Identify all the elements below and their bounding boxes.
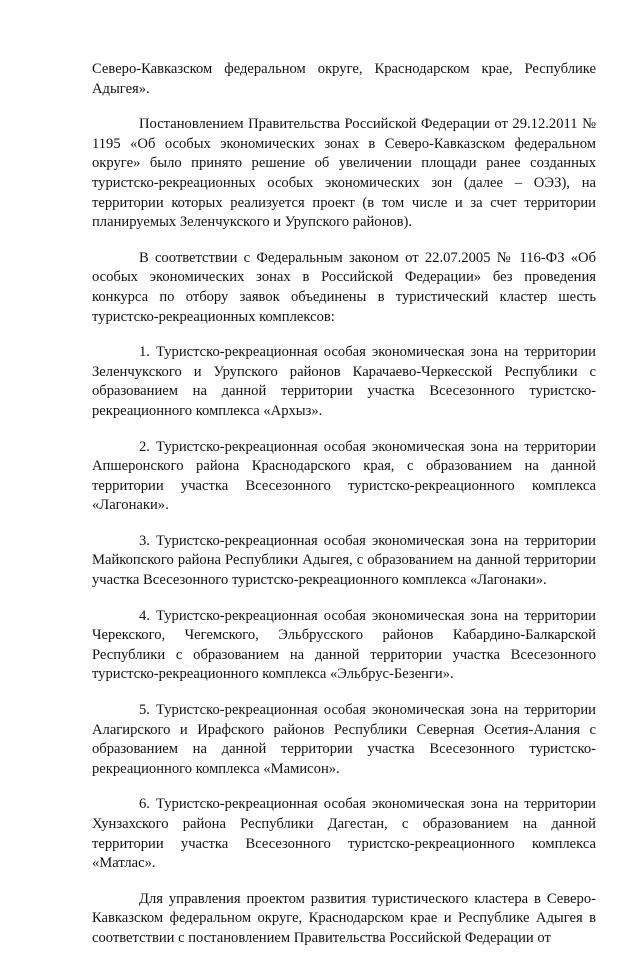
- paragraph-federal-law-116: В соответствии с Федеральным законом от 22.07.2005 № 116-ФЗ «Об особых экономических зонах в Российской Федерации» без проведения конкурса по отбору заявок объединены в туристический кластер шесть туристско-рекреационных комплексов:: [92, 249, 596, 325]
- list-item-elbrus-bezengi: 4. Туристско-рекреационная особая экономическая зона на территории Черекского, Чегемского, Эльбрусского районов Кабардино-Балкарской Республики с образованием на данной территории участка Всесезонного туристско-рекреационного комплекса «Эльбрус-Безенги».: [92, 607, 596, 683]
- list-item-lagonaki-adygea: 3. Туристско-рекреационная особая экономическая зона на территории Майкопского района Республики Адыгея, с образованием на данной территории участка Всесезонного туристско-рекреационного комплекса «Лагонаки».: [92, 532, 596, 589]
- paragraph-continuation: Северо-Кавказском федеральном округе, Краснодарском крае, Республике Адыгея».: [92, 61, 596, 97]
- list-item-lagonaki-krasnodar: 2. Туристско-рекреационная особая экономическая зона на территории Апшеронского района Краснодарского края, с образованием на данной территории участка Всесезонного туристско-рекреационного комплекса «Лагонаки».: [92, 438, 596, 514]
- paragraph-cluster-management: Для управления проектом развития туристического кластера в Северо-Кавказском федеральном округе, Краснодарском крае и Республике Адыгея в соответствии с постановлением Правительства Российской Федерации от: [92, 890, 596, 946]
- paragraph-decree-1195: Постановлением Правительства Российской Федерации от 29.12.2011 № 1195 «Об особых экономических зонах в Северо-Кавказском федеральном округе» было принято решение об увеличении площади ранее созданных туристско-рекреационных особых экономических зон (далее – ОЭЗ), на территории которых реализуется проект (в том числе и за счет территории планируемых Зеленчукского и Урупского районов).: [92, 116, 596, 231]
- list-item-mamison: 5. Туристско-рекреационная особая экономическая зона на территории Алагирского и Ирафского районов Республики Северная Осетия-Алания с образованием на данной территории участка Всесезонного туристско-рекреационного комплекса «Мамисон».: [92, 702, 596, 777]
- list-item-arkhyz: 1. Туристско-рекреационная особая экономическая зона на территории Зеленчукского и Урупского районов Карачаево-Черкесской Республики с образованием на данной территории участка Всесезонного туристско-рекреационного комплекса «Архыз».: [92, 344, 596, 419]
- document-page: [92, 60, 596, 965]
- list-item-matlas: 6. Туристско-рекреационная особая экономическая зона на территории Хунзахского района Республики Дагестан, с образованием на данной территории участка Всесезонного туристско-рекреационного комплекса «Матлас».: [92, 796, 596, 872]
